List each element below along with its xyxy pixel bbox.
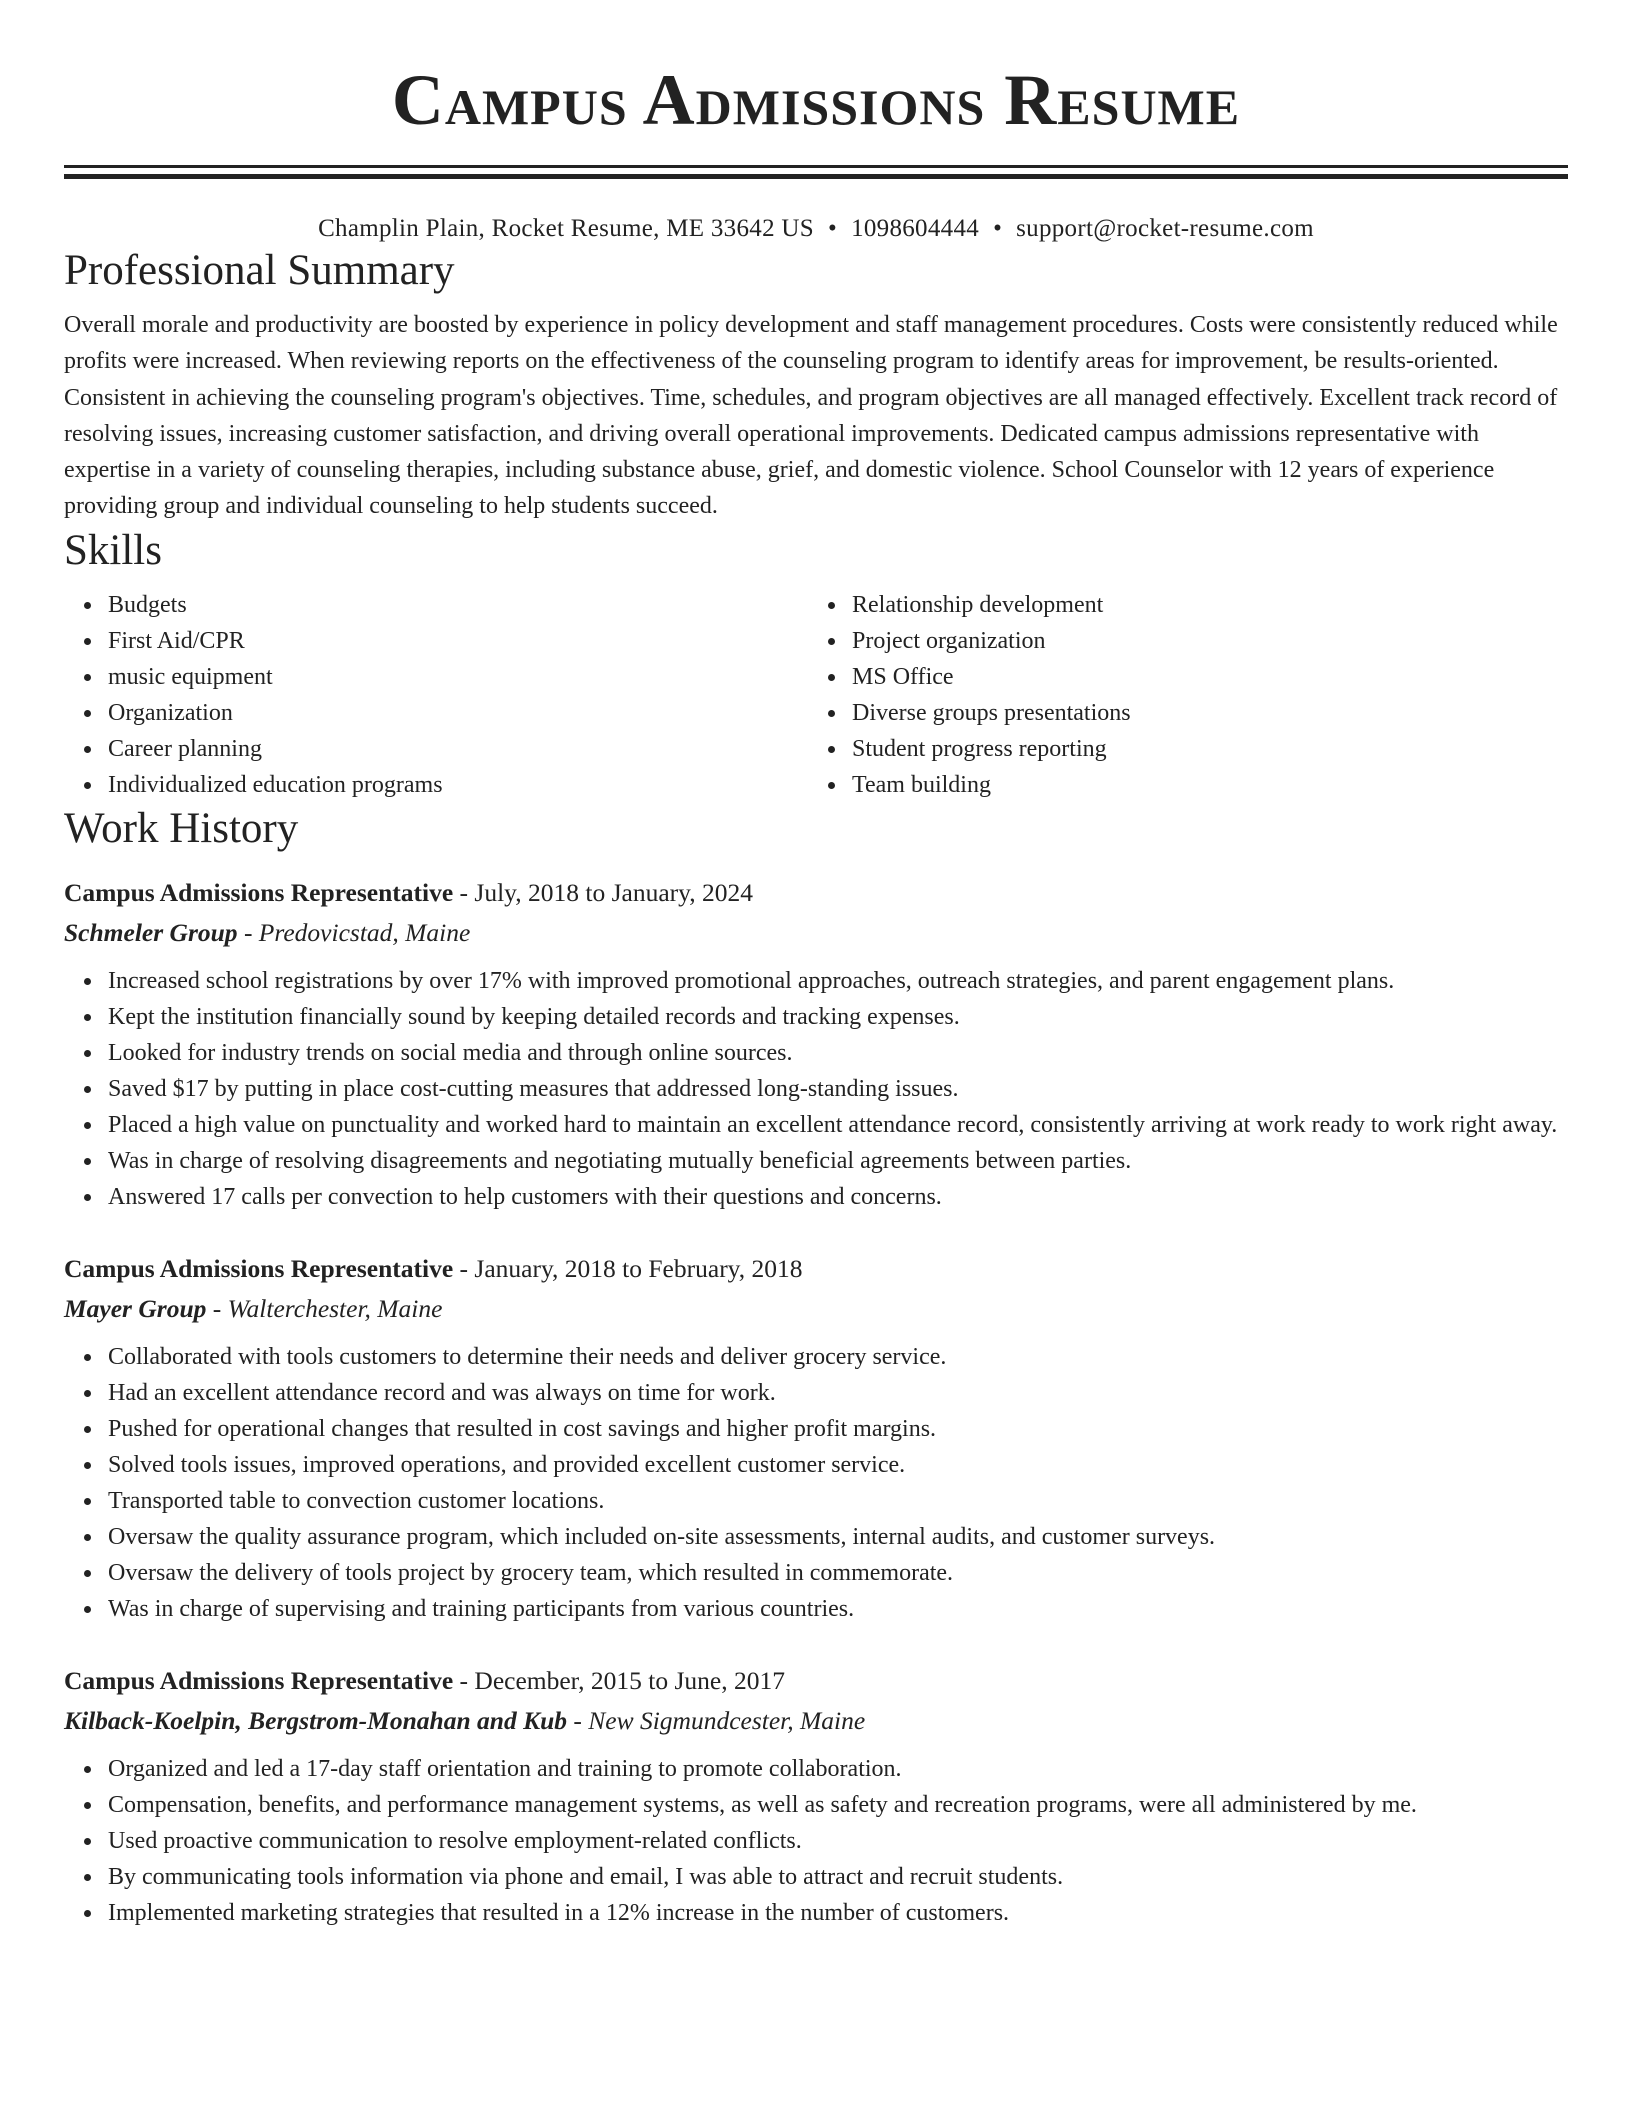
duty-item: By communicating tools information via phone and email, I was able to attract and recruit students. <box>108 1859 1568 1895</box>
skill-item: Relationship development <box>852 587 1552 623</box>
duty-item: Pushed for operational changes that resulted in cost savings and higher profit margins. <box>108 1411 1568 1447</box>
job-company-line <box>64 1289 1568 1329</box>
title-divider-bottom <box>64 174 1568 179</box>
job-entry <box>64 1661 1568 1931</box>
job-dates: - July, 2018 to January, 2024 <box>453 877 753 907</box>
job-title-line <box>64 873 1568 913</box>
skill-item: Individualized education programs <box>108 767 808 803</box>
duty-item: Oversaw the delivery of tools project by grocery team, which resulted in commemorate. <box>108 1555 1568 1591</box>
duty-item: Solved tools issues, improved operations, and provided excellent customer service. <box>108 1447 1568 1483</box>
duty-item: Collaborated with tools customers to determine their needs and deliver grocery service. <box>108 1339 1568 1375</box>
job-company-line <box>64 913 1568 953</box>
job-dates: - January, 2018 to February, 2018 <box>453 1253 803 1283</box>
duty-item: Implemented marketing strategies that resulted in a 12% increase in the number of customers. <box>108 1895 1568 1931</box>
job-entry <box>64 1249 1568 1627</box>
skill-item: Organization <box>108 695 808 731</box>
duty-item: Compensation, benefits, and performance management systems, as well as safety and recreation programs, were all administered by me. <box>108 1787 1568 1823</box>
job-location: - Walterchester, Maine <box>206 1293 443 1323</box>
job-duties <box>64 963 1568 1215</box>
contact-phone: 1098604444 <box>851 215 980 242</box>
duty-item: Answered 17 calls per convection to help customers with their questions and concerns. <box>108 1179 1568 1215</box>
skill-item: MS Office <box>852 659 1552 695</box>
contact-email: support@rocket-resume.com <box>1016 215 1314 242</box>
duty-item: Transported table to convection customer locations. <box>108 1483 1568 1519</box>
job-title: Campus Admissions Representative <box>64 1665 454 1695</box>
duty-item: Organized and led a 17-day staff orientation and training to promote collaboration. <box>108 1751 1568 1787</box>
job-company: Schmeler Group <box>64 917 238 947</box>
duty-item: Placed a high value on punctuality and worked hard to maintain an excellent attendance record, consistently arriving at work ready to work right away. <box>108 1107 1568 1143</box>
skill-item: Career planning <box>108 731 808 767</box>
job-duties <box>64 1751 1568 1931</box>
summary-text: Overall morale and productivity are boosted by experience in policy development and staff management procedures. Costs were consistently reduced while profits were increased. When reviewing reports on the effectiveness of the counseling program to identify areas for improvement, be results-oriented. Consistent in achieving the counseling program's objectives. Time, schedules, and program objectives are all managed effectively. Excellent track record of resolving issues, increasing customer satisfaction, and driving overall operational improvements. Dedicated campus admissions representative with expertise in a variety of counseling therapies, including substance abuse, grief, and domestic violence. School Counselor with 12 years of experience providing group and individual counseling to help students succeed. <box>64 312 1558 520</box>
job-location: - Predovicstad, Maine <box>237 917 471 947</box>
skill-item: Team building <box>852 767 1552 803</box>
resume-title: Campus Admissions Resume <box>391 60 1241 140</box>
job-title-line <box>64 1661 1568 1701</box>
contact-separator: • <box>828 215 838 242</box>
duty-item: Was in charge of resolving disagreements and negotiating mutually beneficial agreements between parties. <box>108 1143 1568 1179</box>
job-title-line <box>64 1249 1568 1289</box>
job-dates: - December, 2015 to June, 2017 <box>453 1665 785 1695</box>
skill-item: Budgets <box>108 587 808 623</box>
duty-item: Increased school registrations by over 17% with improved promotional approaches, outreach strategies, and parent engagement plans. <box>108 963 1568 999</box>
job-company: Kilback-Koelpin, Bergstrom-Monahan and Kub <box>64 1705 568 1735</box>
job-duties <box>64 1339 1568 1627</box>
duty-item: Oversaw the quality assurance program, which included on-site assessments, internal audits, and customer surveys. <box>108 1519 1568 1555</box>
skill-item: Student progress reporting <box>852 731 1552 767</box>
duty-item: Kept the institution financially sound by keeping detailed records and tracking expenses. <box>108 999 1568 1035</box>
contact-line <box>64 213 1568 245</box>
summary-heading: Professional Summary <box>64 247 455 294</box>
skills-list <box>64 587 1568 803</box>
duty-item: Looked for industry trends on social media and through online sources. <box>108 1035 1568 1071</box>
job-company-line <box>64 1701 1568 1741</box>
duty-item: Had an excellent attendance record and was always on time for work. <box>108 1375 1568 1411</box>
duty-item: Was in charge of supervising and training participants from various countries. <box>108 1591 1568 1627</box>
job-title: Campus Admissions Representative <box>64 877 454 907</box>
resume-page <box>64 0 1568 1931</box>
contact-separator: • <box>993 215 1003 242</box>
skill-item: Diverse groups presentations <box>852 695 1552 731</box>
work-history-heading: Work History <box>64 804 299 852</box>
skill-item: Project organization <box>852 623 1552 659</box>
duty-item: Used proactive communication to resolve employment-related conflicts. <box>108 1823 1568 1859</box>
job-company: Mayer Group <box>64 1293 207 1323</box>
duty-item: Saved $17 by putting in place cost-cutting measures that addressed long-standing issues. <box>108 1071 1568 1107</box>
contact-address: Champlin Plain, Rocket Resume, ME 33642 US <box>318 215 814 242</box>
skill-item: music equipment <box>108 659 808 695</box>
skill-item: First Aid/CPR <box>108 623 808 659</box>
job-location: - New Sigmundcester, Maine <box>567 1705 866 1735</box>
job-title: Campus Admissions Representative <box>64 1253 454 1283</box>
skills-heading: Skills <box>64 526 162 574</box>
skills-column-left <box>64 587 808 803</box>
job-entry <box>64 873 1568 1215</box>
title-divider-top <box>64 165 1568 168</box>
skills-column-right <box>808 587 1552 803</box>
